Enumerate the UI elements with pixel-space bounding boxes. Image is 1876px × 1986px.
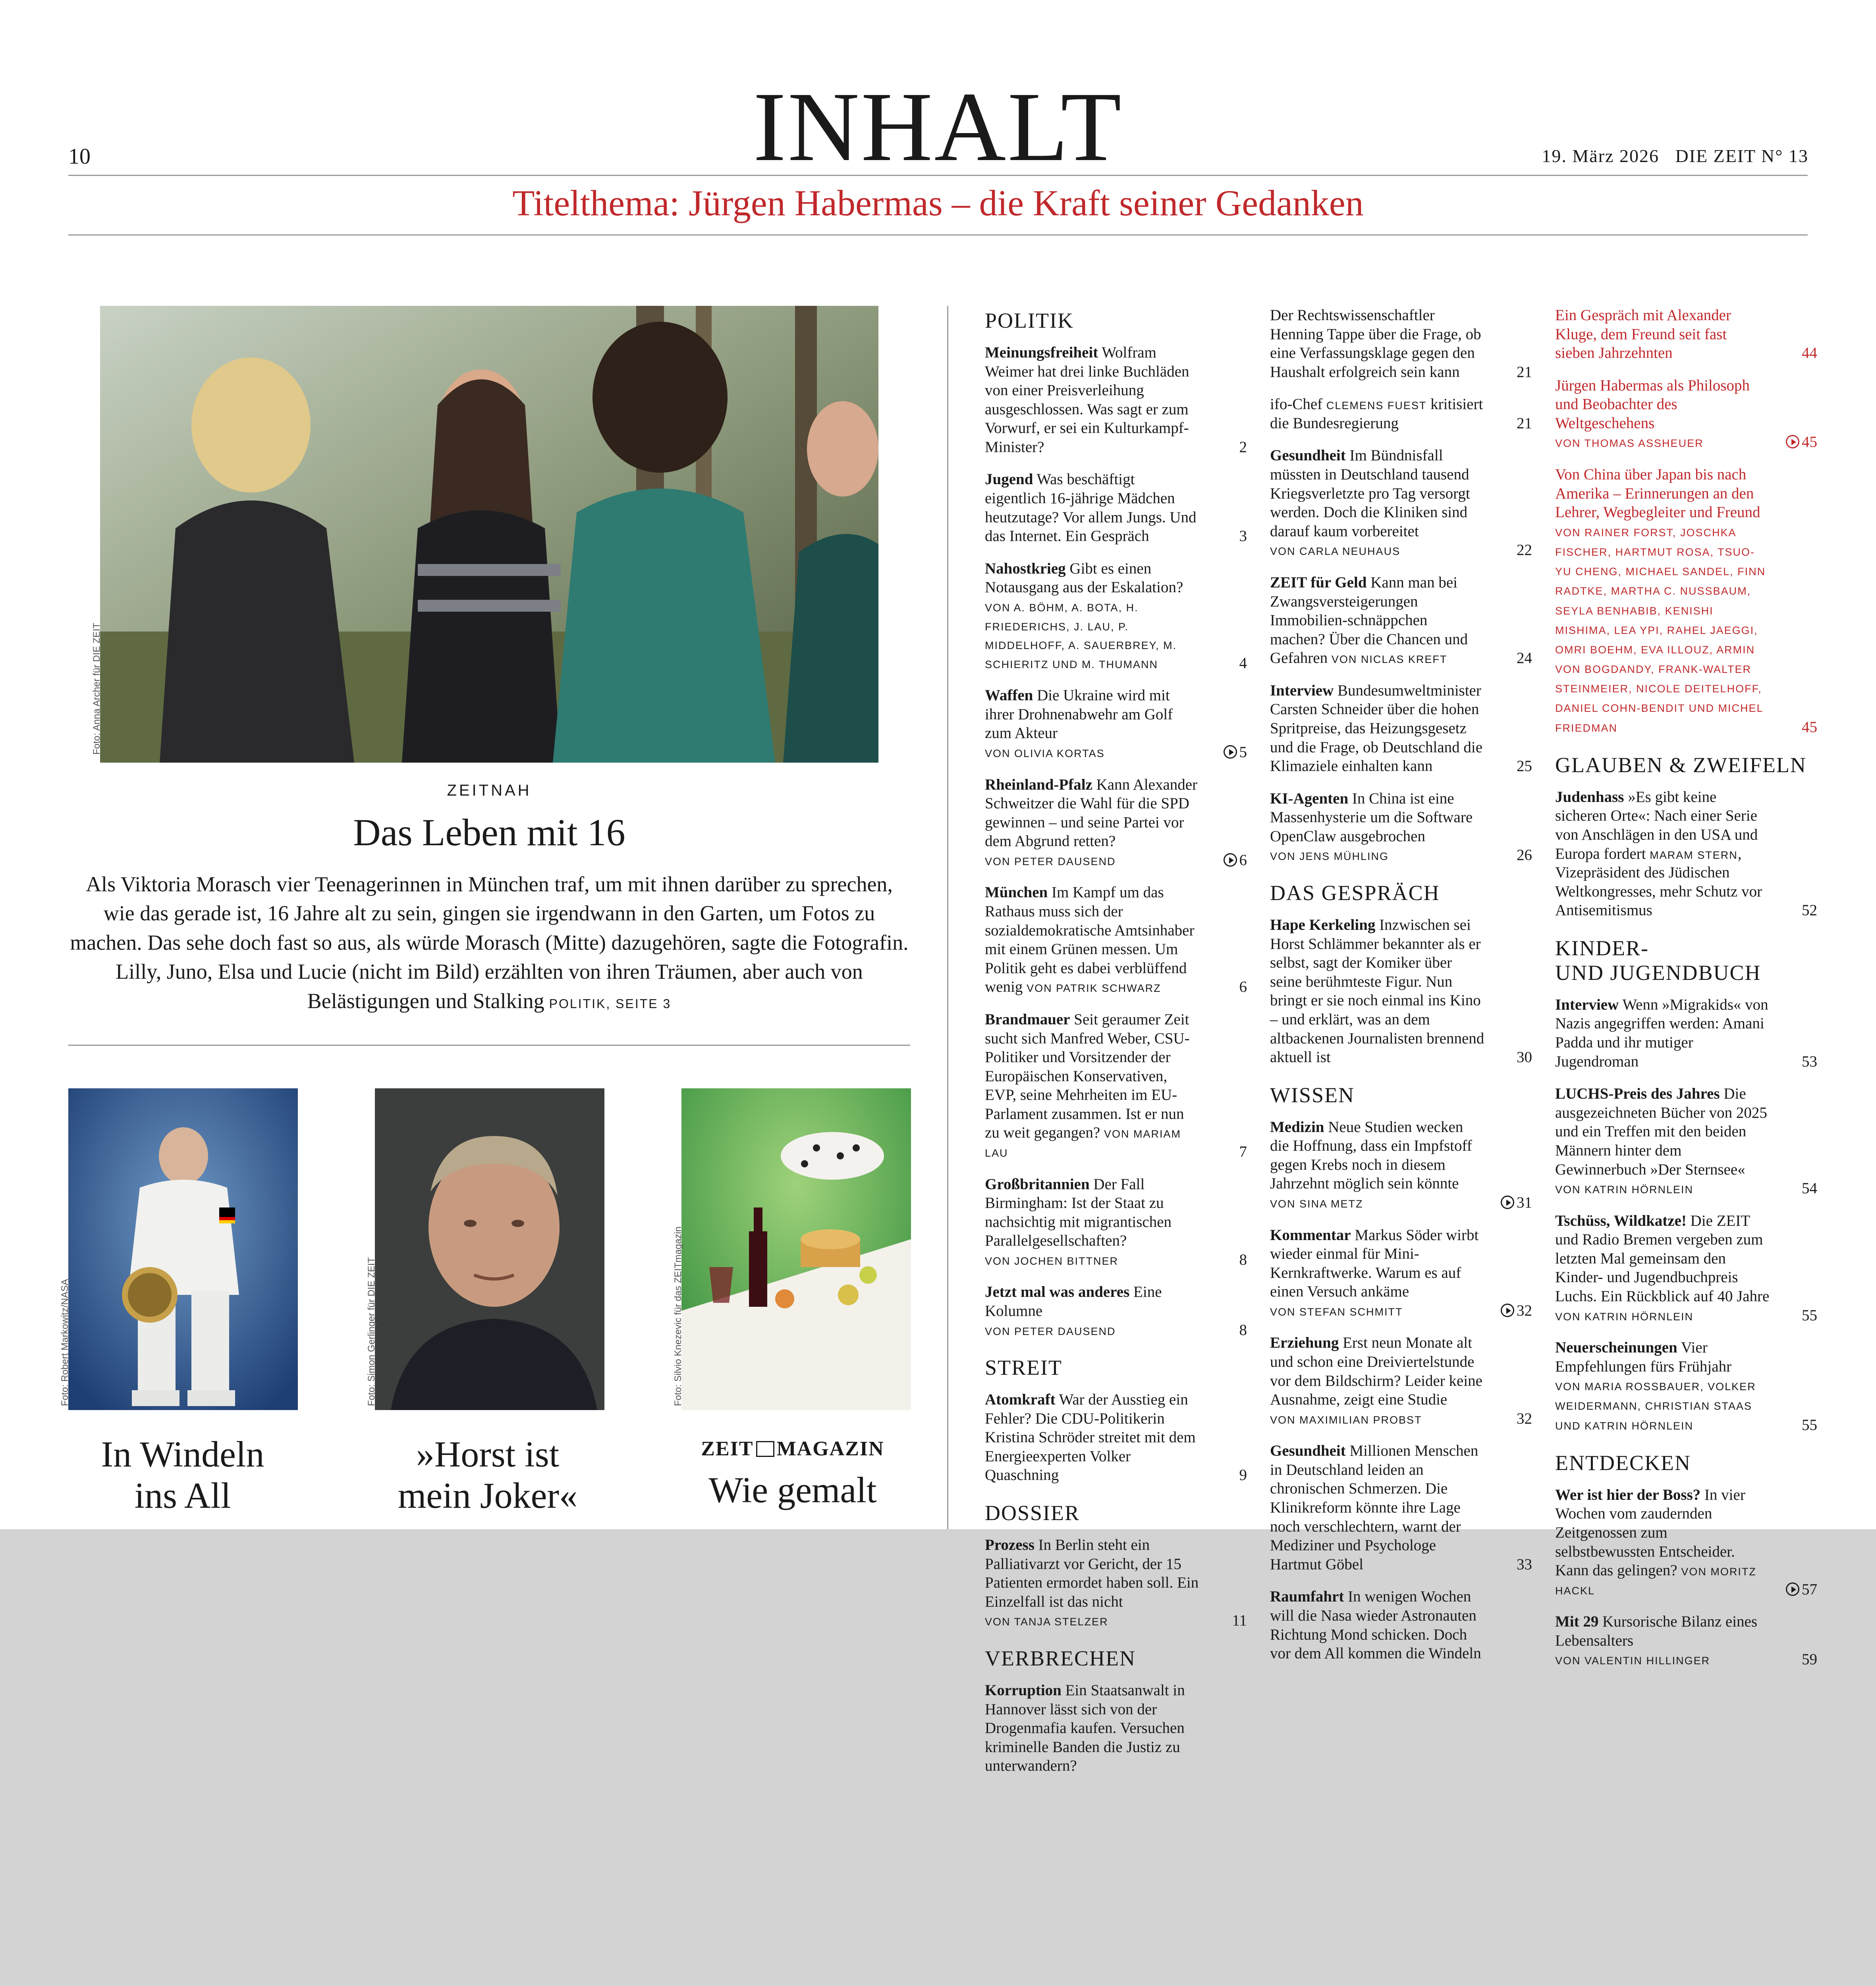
page-ref: 21 xyxy=(1517,363,1532,381)
toc-entry[interactable] xyxy=(985,1283,1247,1339)
page-ref xyxy=(1501,1301,1532,1320)
entry-keyword: Interview xyxy=(1270,682,1334,699)
play-icon[interactable] xyxy=(1501,1196,1514,1209)
entry-byline: VON PATRIK SCHWARZ xyxy=(1027,982,1161,995)
page-ref: 11 xyxy=(1232,1612,1247,1629)
logo-text: MAGAZIN xyxy=(776,1437,884,1460)
entry-keyword: LUCHS-Preis des Jahres xyxy=(1555,1085,1720,1103)
masthead: INHALT xyxy=(753,72,1123,182)
entry-text: In China ist eine Massenhysterie um die Software OpenClaw ausgebrochen xyxy=(1270,790,1473,845)
page-ref: 32 xyxy=(1517,1410,1532,1427)
page-ref: 55 xyxy=(1802,1416,1817,1434)
lead-rule xyxy=(68,1045,910,1046)
play-icon[interactable] xyxy=(1224,853,1237,867)
toc-entry-habermas[interactable] xyxy=(1555,465,1817,737)
entry-keyword: München xyxy=(985,884,1048,901)
toc-entry[interactable] xyxy=(985,343,1247,456)
lead-photo-credit: Foto: Anna Archer für DIE ZEIT xyxy=(91,622,102,755)
entry-keyword: Nahostkrieg xyxy=(985,560,1066,577)
entry-keyword: Atomkraft xyxy=(985,1391,1056,1408)
toc-entry[interactable] xyxy=(1555,995,1817,1071)
page-ref: 55 xyxy=(1802,1306,1817,1324)
astronaut-photo-credit: Foto: Robert Markowitz/NASA xyxy=(60,1279,70,1406)
toc-entry-habermas[interactable] xyxy=(1555,306,1817,363)
entry-byline: VON JOCHEN BITTNER xyxy=(985,1255,1119,1267)
teaser-title-line: mein Joker« xyxy=(398,1475,578,1516)
teaser-title-line: »Horst ist xyxy=(416,1434,560,1474)
page-ref: 8 xyxy=(1239,1251,1247,1268)
entry-text: Bundesumweltminister Carsten Schneider über die hohen Spritpreise, das Heizungsgesetz und die Frage, ob Deutschland die Klimaziele einhalten kann xyxy=(1270,682,1483,775)
play-icon[interactable] xyxy=(1786,435,1799,448)
entry-byline: VON MARIAM LAU xyxy=(985,1128,1181,1159)
teaser-title-astronaut[interactable] xyxy=(71,1434,294,1517)
lead-body-text: Als Viktoria Morasch vier Teenagerinnen in München traf, um mit ihnen darüber zu sprechen, wie das gerade ist, 16 Jahre alt zu sein, gingen sie irgendwann in den Garten, um Fotos zu machen. Das sehe doch fast so aus, als würde Morasch (Mitte) dazugehören, sagte die Fotografin. Lilly, Juno, Elsa und Lucie (nicht im Bild) erzählten von ihren Träumen, aber auch von Belästigungen und Stalking xyxy=(70,872,909,1013)
entry-keyword: Mit 29 xyxy=(1555,1613,1599,1631)
page-ref xyxy=(1786,1580,1817,1599)
entry-text: kritisiert die Bundesregierung xyxy=(1270,396,1483,432)
entry-byline: VON OLIVIA KORTAS xyxy=(985,747,1105,759)
page-ref: 33 xyxy=(1517,1555,1532,1573)
toc-entry[interactable] xyxy=(1555,1486,1817,1599)
entry-byline: VON KATRIN HÖRNLEIN xyxy=(1555,1310,1694,1323)
toc-entry[interactable] xyxy=(1270,916,1532,1067)
page-ref: 45 xyxy=(1802,719,1817,736)
toc-entry[interactable] xyxy=(1270,1333,1532,1428)
entry-text: Die ausgezeichneten Bücher von 2025 und ein Treffen mit den beiden Männern hinter dem Gewinnerbuch »Der Sternsee« xyxy=(1555,1085,1767,1178)
entry-text: Im Bündnisfall müssten in Deutschland tausend Kriegsverletzte pro Tag versorgt werden. Doch die Kliniken sind darauf kaum vorbereitet xyxy=(1270,447,1470,540)
entry-text: Kann Alexander Schweitzer die Wahl für die SPD gewinnen – und seine Partei vor dem Abgrund retten? xyxy=(985,776,1198,850)
entry-keyword: Hape Kerkeling xyxy=(1270,916,1376,934)
entry-byline: VON RAINER FORST, JOSCHKA FISCHER, HARTMUT ROSA, TSUO-YU CHENG, MICHAEL SANDEL, FINN RADTKE, MARTHA C. NUSSBAUM, SEYLA BENHABIB, KENISHI MISHIMA, LEA YPI, RAHEL JAEGGI, OMRI BOEHM, EVA ILLOUZ, ARMIN VON BOGDANDY, FRANK-WALTER STEINMEIER, NICOLE DEITELHOFF, DANIEL COHN-BENDIT UND MICHEL FRIEDMAN xyxy=(1555,526,1766,734)
page-ref: 2 xyxy=(1239,438,1247,456)
logo-icon xyxy=(756,1441,774,1457)
zeitmagazin-logo[interactable] xyxy=(681,1437,904,1461)
entry-keyword: Wer ist hier der Boss? xyxy=(1555,1486,1701,1503)
entry-text: Von China über Japan bis nach Amerika – Erinnerungen an den Lehrer, Wegbegleiter und Freund xyxy=(1555,466,1760,521)
entry-keyword: Gesundheit xyxy=(1270,447,1346,464)
toc-entry[interactable] xyxy=(985,1390,1247,1485)
entry-text: Jürgen Habermas als Philosoph und Beobachter des Weltgeschehens xyxy=(1555,377,1750,432)
entry-byline: VON MORITZ HACKL xyxy=(1555,1566,1756,1597)
play-icon[interactable] xyxy=(1501,1304,1514,1317)
section-heading: ENTDECKEN xyxy=(1555,1451,1691,1475)
toc-entry[interactable] xyxy=(1555,788,1817,920)
entry-keyword: Brandmauer xyxy=(985,1010,1070,1028)
toc-entry-habermas[interactable] xyxy=(1555,376,1817,452)
entry-text: Eine Kolumne xyxy=(985,1283,1162,1320)
page-ref: 22 xyxy=(1517,541,1532,559)
page-ref: 6 xyxy=(1239,978,1247,996)
lead-kicker: ZEITNAH xyxy=(447,782,532,799)
entry-text: War der Ausstieg ein Fehler? Die CDU-Politikerin Kristina Schröder streitet mit dem Energieexperten Volker Quaschning xyxy=(985,1391,1196,1484)
page-ref: 9 xyxy=(1239,1466,1247,1484)
entry-text: Wenn »Migrakids« von Nazis angegriffen werden: Amani Padda und ihr mutiger Jugendroman xyxy=(1555,996,1768,1070)
entry-text: , Vizepräsident des Jüdischen Weltkongresses, mehr Schutz vor Antisemitismus xyxy=(1555,845,1762,919)
toc-entry[interactable] xyxy=(1270,789,1532,865)
page-ref: 25 xyxy=(1517,757,1532,775)
teaser-title-line: Wie gemalt xyxy=(708,1470,877,1510)
entry-text: Wolfram Weimer hat drei linke Buchläden von einer Preisverleihung ausgeschlossen. Was sagt er zum Vorwurf, er sei ein Kulturkampf-Minister? xyxy=(985,344,1189,456)
header-rule xyxy=(68,175,1808,176)
entry-text: In Berlin steht ein Palliativarzt vor Gericht, der 15 Patienten ermordet haben soll. Ein Einzelfall ist das nicht xyxy=(985,1536,1199,1610)
issue-date: 19. März 2026 DIE ZEIT N° 13 xyxy=(1542,146,1808,166)
entry-text: »Es gibt keine sicheren Orte«: Nach einer Serie von Anschlägen in den USA und Europa fordert xyxy=(1555,788,1758,862)
toc-entry[interactable] xyxy=(1555,1612,1817,1669)
entry-text: Der Rechtswissenschaftler Henning Tappe über die Frage, ob eine Verfassungsklage gegen den Haushalt erfolgreich sein kann xyxy=(1270,307,1481,381)
lead-photo[interactable] xyxy=(100,306,878,763)
entry-keyword: Prozess xyxy=(985,1536,1035,1554)
page-ref xyxy=(1501,1193,1532,1212)
entry-byline: MARAM STERN xyxy=(1650,849,1738,861)
portrait-photo[interactable] xyxy=(375,1088,604,1410)
toc-entry[interactable] xyxy=(985,1681,1247,1775)
entry-keyword: Meinungsfreiheit xyxy=(985,344,1098,361)
entry-text: ifo-Chef xyxy=(1270,396,1326,413)
entry-keyword: Gesundheit xyxy=(1270,1442,1346,1460)
entry-keyword: Medizin xyxy=(1270,1118,1324,1136)
portrait-photo-credit: Foto: Simon Gerlinger für DIE ZEIT xyxy=(366,1257,377,1406)
entry-text: Kann man bei Zwangsversteigerungen Immobilien-schnäppchen machen? Über die Chancen und Gefahren xyxy=(1270,574,1468,667)
page-ref: 59 xyxy=(1802,1651,1817,1668)
entry-text: Der Fall Birmingham: Ist der Staat zu nachsichtig mit migrantischen Parallelgesellschaften? xyxy=(985,1175,1172,1250)
section-heading: STREIT xyxy=(985,1356,1062,1380)
tagline-rule xyxy=(68,234,1808,236)
page-ref: 8 xyxy=(1239,1321,1247,1339)
page-ref: 30 xyxy=(1517,1049,1532,1066)
entry-byline: VON CARLA NEUHAUS xyxy=(1270,545,1401,558)
teaser-title-line: In Windeln xyxy=(101,1434,264,1474)
page-number: 10 xyxy=(68,144,91,169)
entry-keyword: Jetzt mal was anderes xyxy=(985,1283,1130,1301)
entry-byline: VON THOMAS ASSHEUER xyxy=(1555,437,1704,450)
page-ref: 44 xyxy=(1802,344,1817,362)
teaser-title-portrait[interactable] xyxy=(376,1434,599,1517)
entry-keyword: Tschüss, Wildkatze! xyxy=(1555,1212,1687,1229)
teaser-title-still-life[interactable] xyxy=(681,1470,904,1511)
toc-entry[interactable] xyxy=(985,1536,1247,1630)
entry-text: Seit geraumer Zeit sucht sich Manfred Weber, CSU-Politiker und Vorsitzender der Europäischen Konservativen, EVP, seine Mehrheiten im EU-Parlament zusammen. Ist er nun zu weit gegangen? xyxy=(985,1010,1190,1142)
entry-keyword: Interview xyxy=(1555,996,1619,1013)
entry-keyword: Neuerscheinungen xyxy=(1555,1339,1677,1356)
section-heading: GLAUBEN & ZWEIFELN xyxy=(1555,753,1807,777)
entry-keyword: Waffen xyxy=(985,687,1033,704)
entry-byline: VON MARIA ROSSBAUER, VOLKER WEIDERMANN, CHRISTIAN STAAS UND KATRIN HÖRNLEIN xyxy=(1555,1381,1756,1432)
entry-text: In wenigen Wochen will die Nasa wieder Astronauten Richtung Mond schicken. Doch vor dem All kommen die Windeln xyxy=(1270,1588,1481,1662)
toc-entry[interactable] xyxy=(1270,1441,1532,1574)
toc-entry[interactable] xyxy=(1270,681,1532,776)
lead-title[interactable]: Das Leben mit 16 xyxy=(353,811,625,854)
column-politik xyxy=(985,306,1247,1789)
entry-byline: VON NICLAS KREFT xyxy=(1331,653,1448,666)
toc-entry[interactable] xyxy=(1270,1226,1532,1320)
entry-keyword: Erziehung xyxy=(1270,1334,1339,1352)
column-feuilleton xyxy=(1555,306,1817,1683)
entry-text: Ein Staatsanwalt in Hannover lässt sich von der Drogenmafia kaufen. Versuchen kriminelle Banden die Justiz zu unterwandern? xyxy=(985,1681,1185,1775)
play-icon[interactable] xyxy=(1786,1582,1799,1596)
entry-keyword: Kommentar xyxy=(1270,1226,1351,1244)
entry-keyword: ZEIT für Geld xyxy=(1270,574,1367,591)
entry-text: Inzwischen sei Horst Schlämmer bekannter als er selbst, sagt der Komiker über seine berühmteste Figur. Nun bringt er sie noch einmal ins Kino – und erklärt, was an dem altbackenen Journalisten brennend aktuell ist xyxy=(1270,916,1484,1066)
toc-entry[interactable] xyxy=(1270,395,1532,433)
entry-text: Die Ukraine wird mit ihrer Drohnenabwehr am Golf zum Akteur xyxy=(985,687,1173,742)
entry-text: Vier Empfehlungen fürs Frühjahr xyxy=(1555,1339,1732,1375)
page-ref: 7 xyxy=(1239,1143,1247,1160)
lead-body xyxy=(68,870,910,1016)
entry-text: Was beschäftigt eigentlich 16-jährige Mädchen heutzutage? Vor allem Jungs. Und das Internet. Ein Gespräch xyxy=(985,471,1197,545)
entry-keyword: Judenhass xyxy=(1555,788,1624,806)
teaser-title-line: ins All xyxy=(134,1475,231,1516)
entry-text: Im Kampf um das Rathaus muss sich der sozialdemokratische Amtsinhaber mit einem Grünen messen. Um Politik geht es dabei verblüffend wenig xyxy=(985,884,1195,996)
section-heading: DAS GESPRÄCH xyxy=(1270,881,1440,905)
entry-byline: VON MAXIMILIAN PROBST xyxy=(1270,1414,1422,1426)
toc-entry[interactable] xyxy=(1270,573,1532,668)
entry-byline: VON JENS MÜHLING xyxy=(1270,850,1389,863)
entry-text: Neue Studien wecken die Hoffnung, dass ein Impfstoff gegen Krebs noch in diesem Jahrzehnt möglich sein könnte xyxy=(1270,1118,1472,1192)
toc-entry[interactable] xyxy=(985,1175,1247,1269)
section-heading: DOSSIER xyxy=(985,1501,1080,1525)
page-ref: 24 xyxy=(1517,649,1532,667)
page-ref: 21 xyxy=(1517,414,1532,432)
entry-byline: CLEMENS FUEST xyxy=(1326,400,1427,412)
column-divider xyxy=(947,306,948,1529)
column-wirtschaft xyxy=(1270,306,1532,1677)
page-ref: 26 xyxy=(1517,846,1532,864)
page-ref xyxy=(1224,851,1247,870)
entry-keyword: Jugend xyxy=(985,471,1033,488)
toc-entry[interactable] xyxy=(1555,1338,1817,1435)
page-number-text: 31 xyxy=(1517,1194,1532,1211)
entry-text: Ein Gespräch mit Alexander Kluge, dem Freund seit fast sieben Jahrzehnten xyxy=(1555,307,1731,362)
page-ref xyxy=(1224,743,1247,762)
page-ref: 54 xyxy=(1802,1180,1817,1197)
section-heading: WISSEN xyxy=(1270,1083,1355,1107)
section-heading: VERBRECHEN xyxy=(985,1646,1136,1670)
entry-text: In vier Wochen vom zaudernden Zeitgenossen zum selbstbewussten Entscheider. Kann das gelingen? xyxy=(1555,1486,1745,1579)
entry-byline: VON STEFAN SCHMITT xyxy=(1270,1306,1403,1318)
cover-story-line[interactable]: Titelthema: Jürgen Habermas – die Kraft seiner Gedanken xyxy=(512,183,1364,223)
entry-byline: VON A. BÖHM, A. BOTA, H. FRIEDERICHS, J. LAU, P. MIDDELHOFF, A. SAUERBREY, M. SCHIERITZ UND M. THUMANN xyxy=(985,601,1177,670)
section-heading: POLITIK xyxy=(985,309,1074,332)
toc-entry[interactable] xyxy=(1270,1118,1532,1212)
page-ref: 53 xyxy=(1802,1053,1817,1070)
entry-keyword: KI-Agenten xyxy=(1270,790,1349,807)
entry-keyword: Raumfahrt xyxy=(1270,1588,1344,1605)
toc-entry[interactable] xyxy=(985,470,1247,545)
page-ref: 4 xyxy=(1239,654,1247,672)
toc-entry[interactable] xyxy=(985,686,1247,761)
play-icon[interactable] xyxy=(1224,745,1237,759)
page-number-text: 57 xyxy=(1802,1580,1817,1598)
entry-keyword: Großbritannien xyxy=(985,1175,1090,1193)
entry-keyword: Rheinland-Pfalz xyxy=(985,776,1092,793)
page-ref xyxy=(1786,433,1817,452)
page-number-text: 45 xyxy=(1802,433,1817,451)
entry-text: Markus Söder wirbt wieder einmal für Mini-Kernkraftwerke. Warum es auf einen Versuch ankäme xyxy=(1270,1226,1479,1300)
logo-text: ZEIT xyxy=(701,1437,754,1460)
toc-entry[interactable] xyxy=(1555,1084,1817,1198)
section-heading xyxy=(1555,936,1817,985)
toc-entry[interactable] xyxy=(985,1010,1247,1161)
entry-text: Gibt es einen Notausgang aus der Eskalation? xyxy=(985,560,1183,596)
entry-text: Erst neun Monate alt und schon eine Dreiviertelstunde vor dem Bildschirm? Leider keine Ausnahme, zeigt eine Studie xyxy=(1270,1334,1482,1408)
toc-entry[interactable] xyxy=(985,775,1247,870)
page-number-text: 6 xyxy=(1239,851,1247,869)
lead-source[interactable]: POLITIK, SEITE 3 xyxy=(549,996,672,1011)
toc-entry[interactable] xyxy=(1270,446,1532,559)
entry-keyword: Korruption xyxy=(985,1681,1062,1699)
still-life-photo-credit: Foto: Silvio Knezevic für das ZEITmagazin xyxy=(673,1226,683,1406)
page-ref: 3 xyxy=(1239,527,1247,545)
toc-entry[interactable] xyxy=(985,883,1247,996)
section-heading-line: KINDER- xyxy=(1555,936,1649,960)
entry-byline: VON PETER DAUSEND xyxy=(985,855,1116,867)
still-life-photo[interactable] xyxy=(681,1088,911,1410)
entry-byline: VON SINA METZ xyxy=(1270,1198,1363,1210)
toc-entry[interactable] xyxy=(1270,1587,1532,1663)
toc-entry[interactable] xyxy=(1270,306,1532,381)
entry-byline: VON KATRIN HÖRNLEIN xyxy=(1555,1184,1694,1196)
page-number-text: 5 xyxy=(1239,743,1247,761)
entry-text: Die ZEIT und Radio Bremen vergeben zum letzten Mal gemeinsam den Kinder- und Jugendbuchpreis Luchs. Ein Rückblick auf 40 Jahre xyxy=(1555,1212,1770,1305)
toc-entry[interactable] xyxy=(1555,1211,1817,1325)
page-ref: 52 xyxy=(1802,902,1817,919)
section-heading-line: UND JUGENDBUCH xyxy=(1555,960,1761,985)
entry-text: Millionen Menschen in Deutschland leiden an chronischen Schmerzen. Die Klinikreform könnte ihre Lage noch verschlechtern, warnt der Mediziner und Psychologe Hartmut Göbel xyxy=(1270,1442,1478,1573)
entry-byline: VON TANJA STELZER xyxy=(985,1616,1108,1628)
astronaut-photo[interactable] xyxy=(68,1088,298,1410)
page-number-text: 32 xyxy=(1517,1302,1532,1319)
toc-entry[interactable] xyxy=(985,559,1247,672)
entry-text: Kursorische Bilanz eines Lebensalters xyxy=(1555,1613,1758,1649)
entry-byline: VON PETER DAUSEND xyxy=(985,1325,1116,1337)
entry-byline: VON VALENTIN HILLINGER xyxy=(1555,1655,1710,1667)
